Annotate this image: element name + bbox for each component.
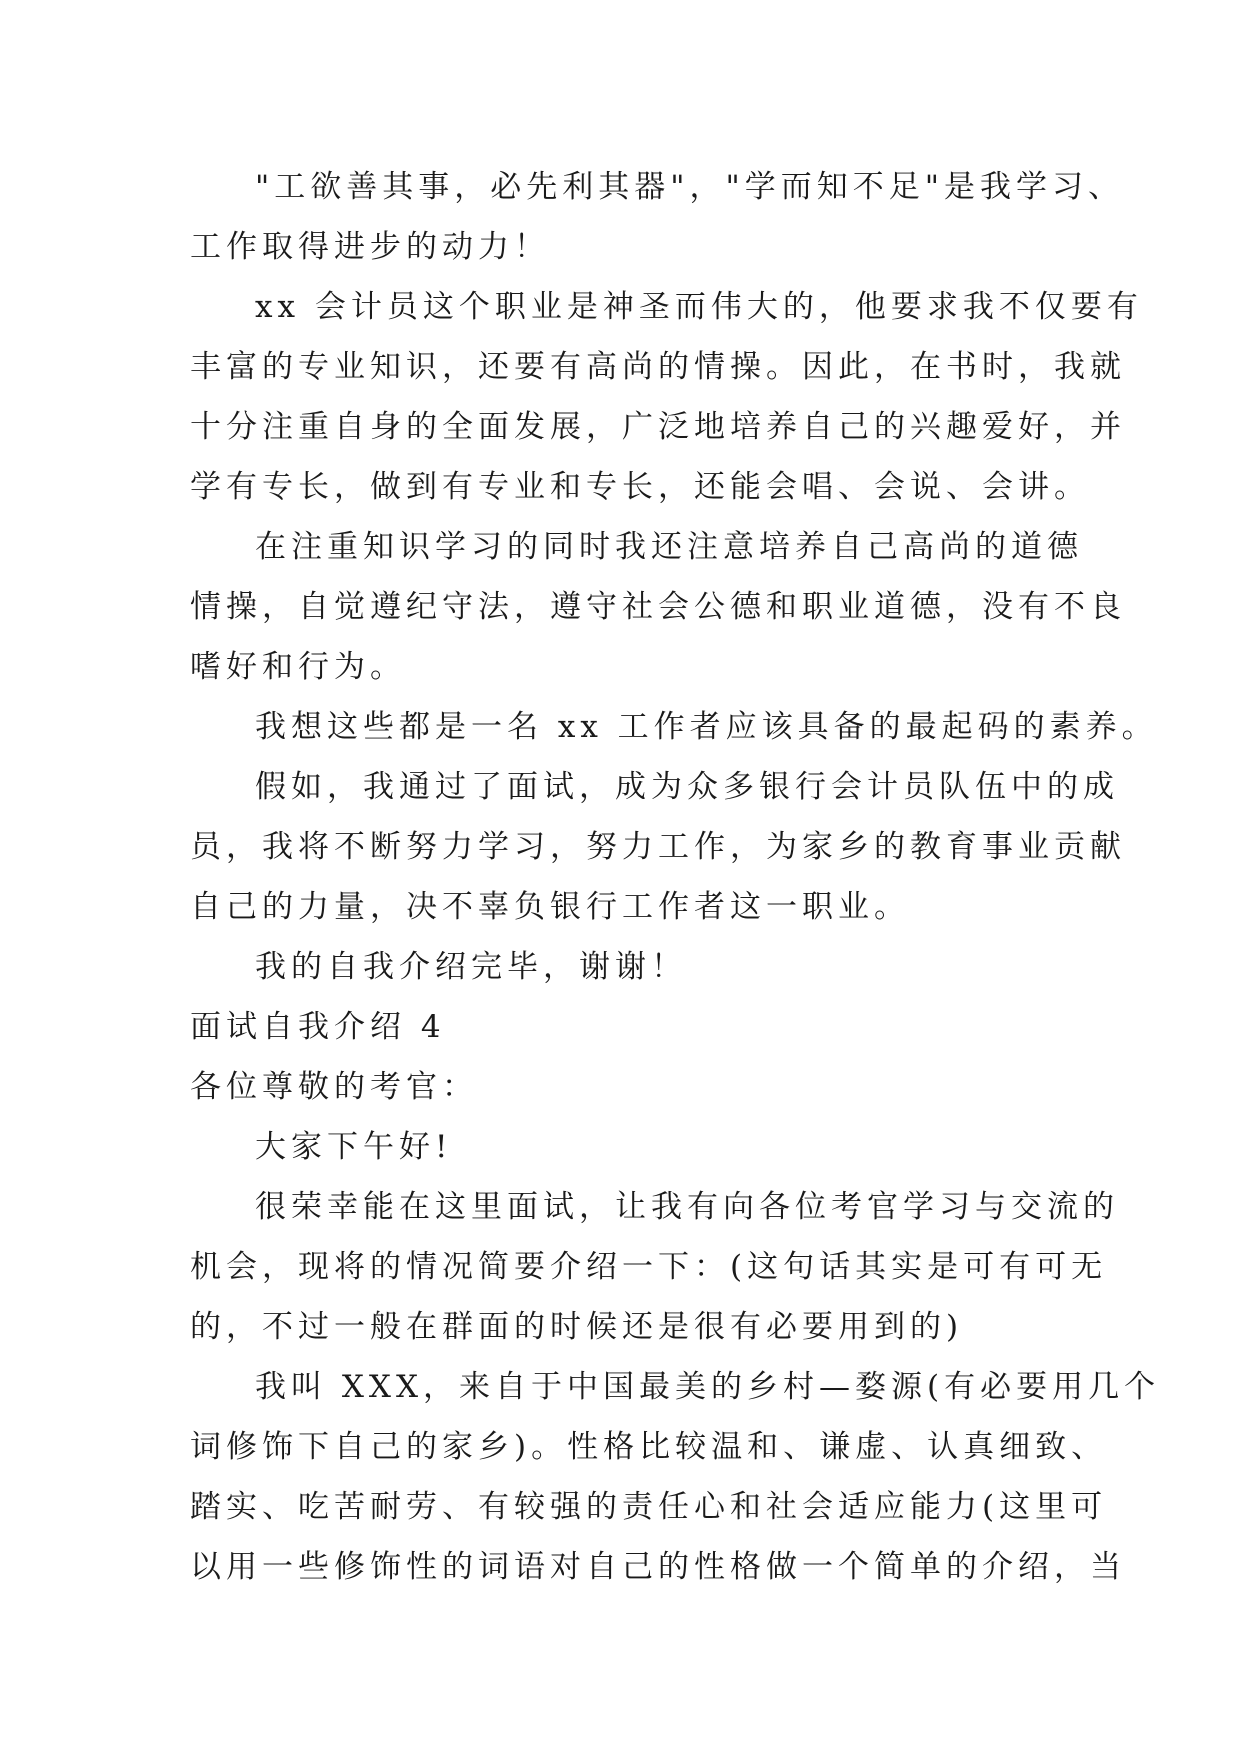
- text-line: 以用一些修饰性的词语对自己的性格做一个简单的介绍，当: [190, 1549, 1126, 1585]
- text-line: xx 会计员这个职业是神圣而伟大的，他要求我不仅要有: [255, 289, 1143, 325]
- text-line: 自己的力量，决不辜负银行工作者这一职业。: [190, 889, 910, 925]
- text-line: 我叫 XXX，来自于中国最美的乡村—婺源(有必要用几个: [255, 1369, 1161, 1405]
- text-line: 员，我将不断努力学习，努力工作，为家乡的教育事业贡献: [190, 829, 1126, 865]
- text-line: 我的自我介绍完毕，谢谢！: [255, 949, 687, 985]
- text-line: "工欲善其事，必先利其器"，"学而知不足"是我学习、: [255, 169, 1125, 205]
- text-line: 机会，现将的情况简要介绍一下：(这句话其实是可有可无: [190, 1249, 1108, 1285]
- text-line: 十分注重自身的全面发展，广泛地培养自己的兴趣爱好，并: [190, 409, 1126, 445]
- text-line: 工作取得进步的动力！: [190, 229, 550, 265]
- text-line: 假如，我通过了面试，成为众多银行会计员队伍中的成: [255, 769, 1119, 805]
- text-line: 很荣幸能在这里面试，让我有向各位考官学习与交流的: [255, 1189, 1119, 1225]
- text-line: 在注重知识学习的同时我还注意培养自己高尚的道德: [255, 529, 1083, 565]
- salutation: 各位尊敬的考官：: [190, 1069, 478, 1105]
- text-line: 词修饰下自己的家乡)。性格比较温和、谦虚、认真细致、: [190, 1429, 1108, 1465]
- text-line: 丰富的专业知识，还要有高尚的情操。因此，在书时，我就: [190, 349, 1126, 385]
- text-line: 踏实、吃苦耐劳、有较强的责任心和社会适应能力(这里可: [190, 1489, 1108, 1525]
- text-line: 的，不过一般在群面的时候还是很有必要用到的): [190, 1309, 964, 1345]
- text-line: 嗜好和行为。: [190, 649, 406, 685]
- text-line: 我想这些都是一名 xx 工作者应该具备的最起码的素养。: [255, 709, 1158, 745]
- text-line: 学有专长，做到有专业和专长，还能会唱、会说、会讲。: [190, 469, 1090, 505]
- greeting: 大家下午好!: [255, 1129, 453, 1165]
- text-line: 情操，自觉遵纪守法，遵守社会公德和职业道德，没有不良: [190, 589, 1126, 625]
- section-heading: 面试自我介绍 4: [190, 1009, 446, 1045]
